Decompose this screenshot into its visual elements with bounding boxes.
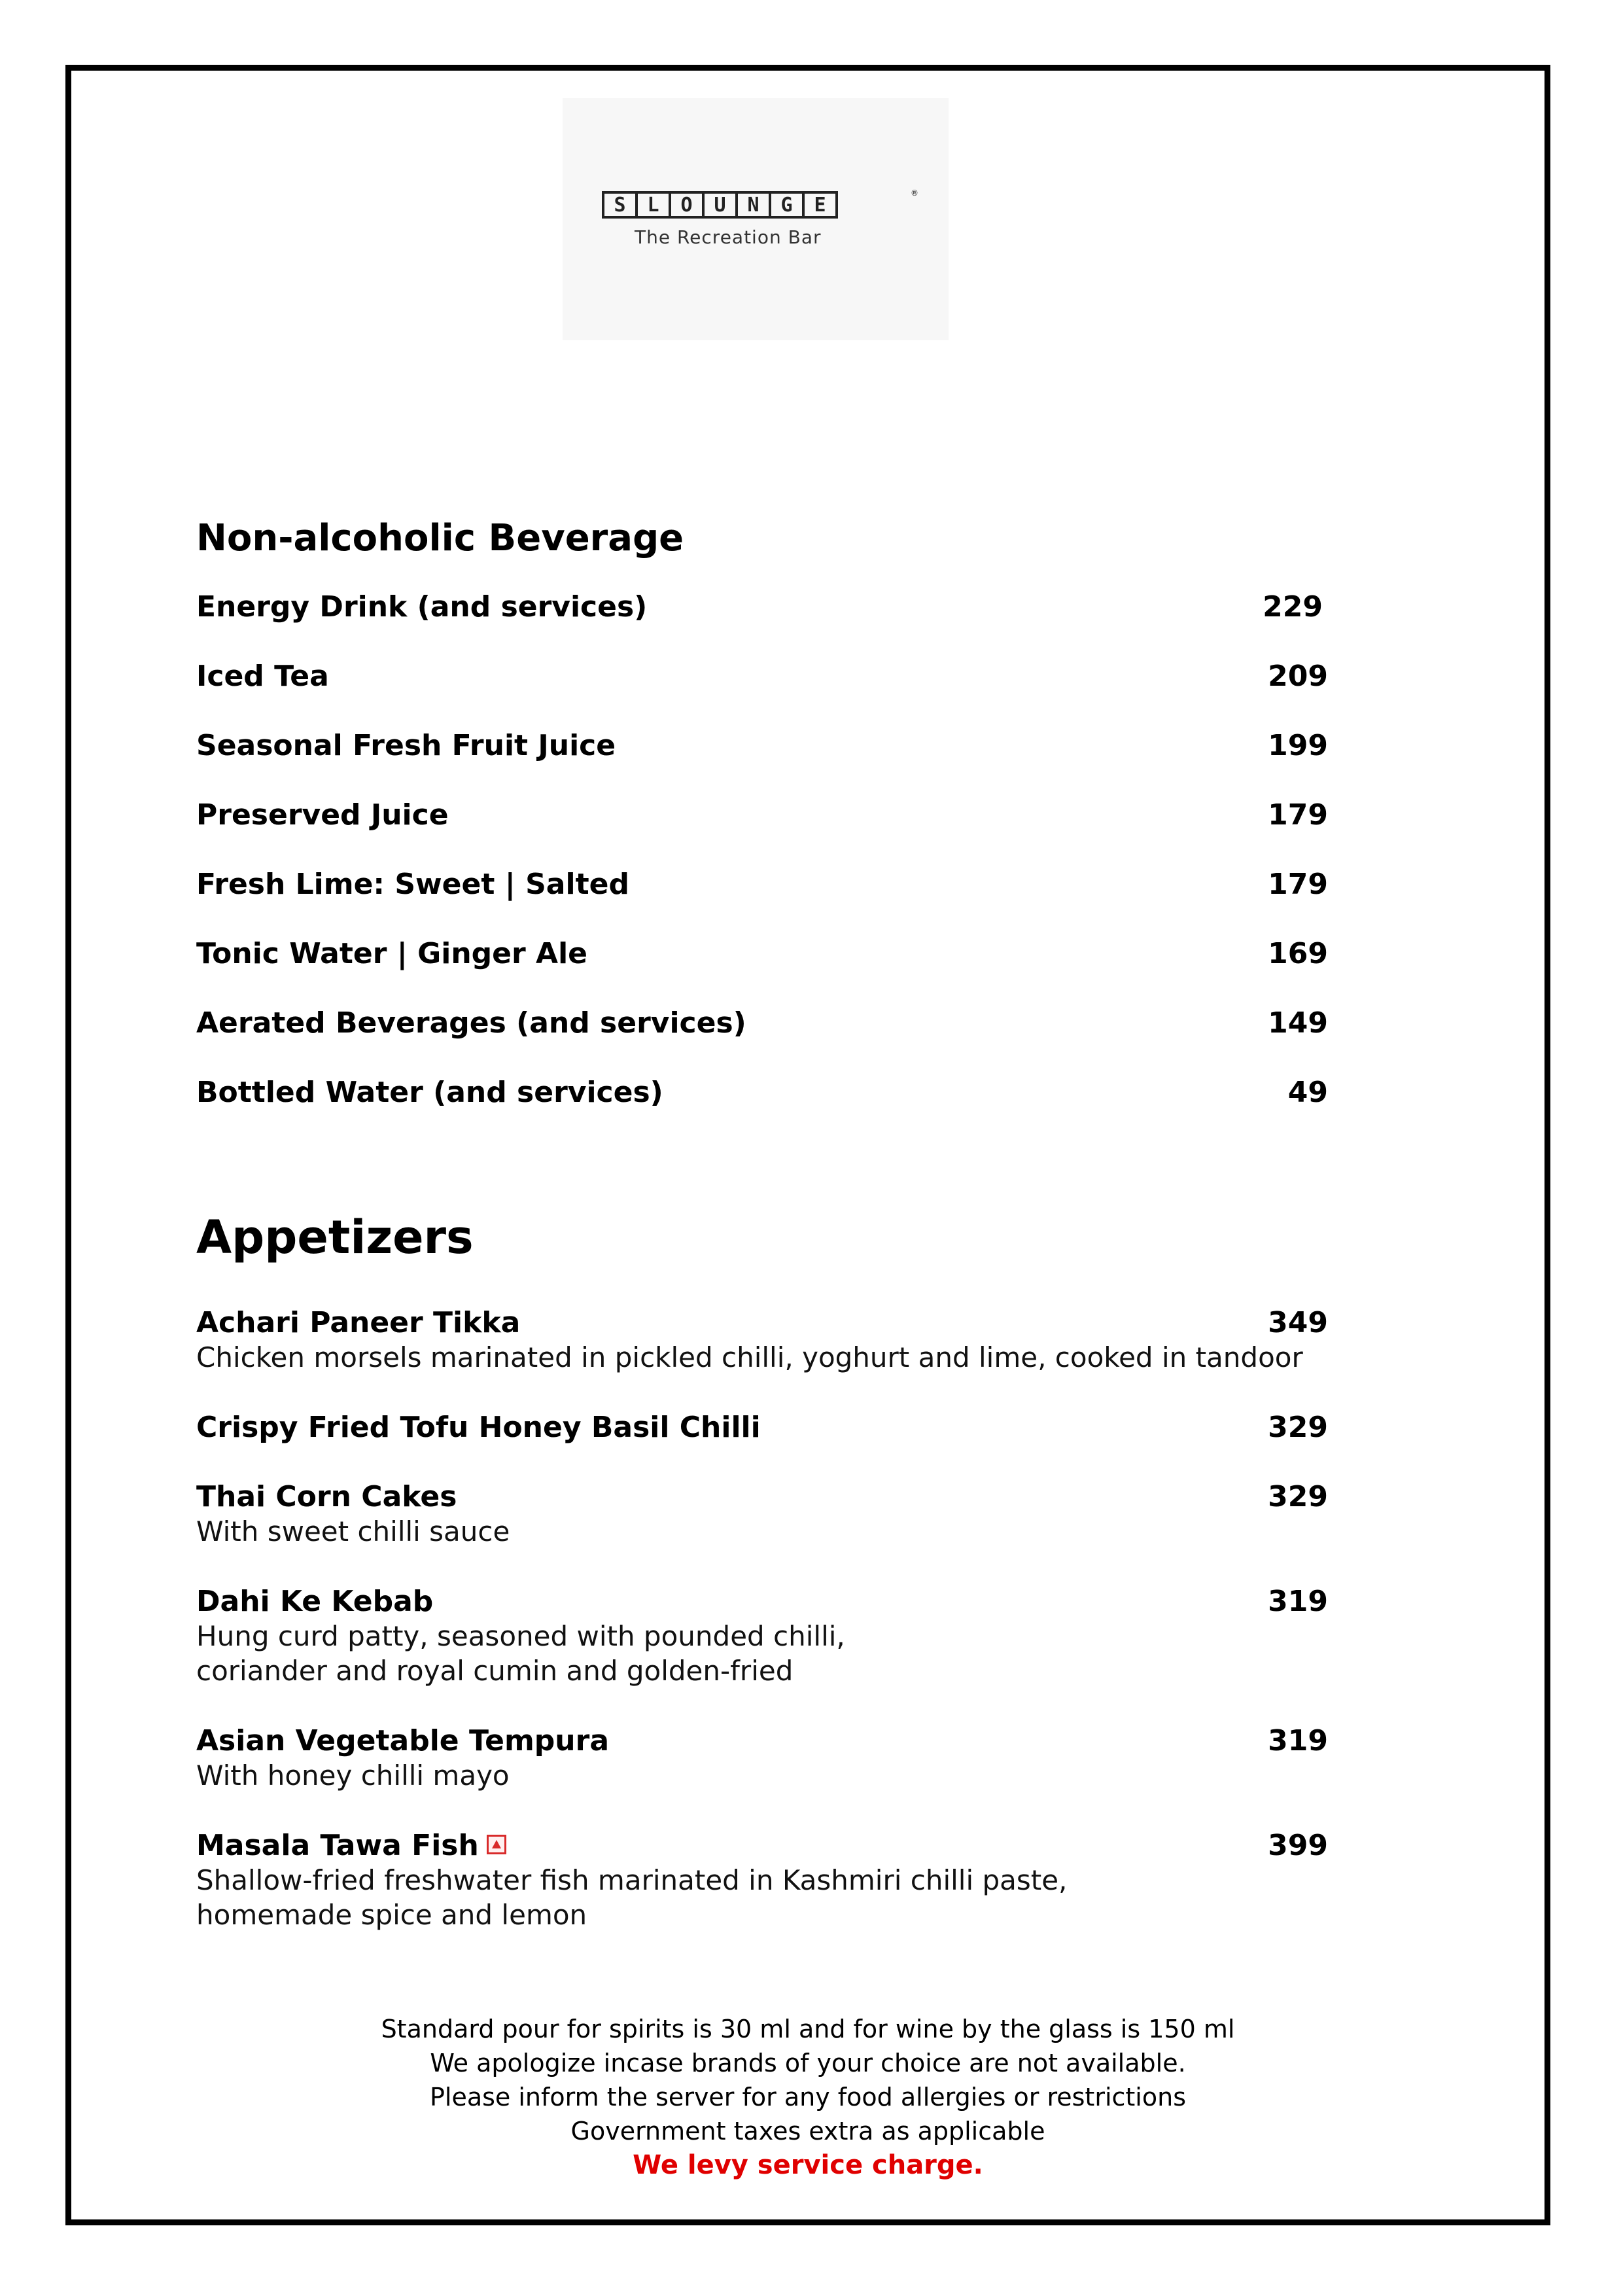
item-name: Seasonal Fresh Fruit Juice [196,729,616,762]
item-name: Tonic Water | Ginger Ale [196,937,587,970]
footer-line: We apologize incase brands of your choice are not available. [430,2049,1186,2077]
logo-tagline: The Recreation Bar [635,226,822,248]
footer-line: Standard pour for spirits is 30 ml and for wine by the glass is 150 ml [381,2015,1235,2043]
item-name: Energy Drink (and services) [196,590,648,624]
item-description: With honey chilli mayo [196,1759,510,1792]
logo-letter: G [769,191,805,219]
item-price: 319 [1268,1585,1328,1618]
menu-item [196,1076,1328,1115]
item-name [196,1829,506,1862]
logo-letter: S [602,191,638,219]
footer-line: Government taxes extra as applicable [570,2117,1045,2146]
logo [563,98,949,340]
service-charge-note: We levy service charge. [633,2150,983,2180]
menu-item [196,1306,1328,1373]
item-description: Hung curd patty, seasoned with pounded chilli, [196,1620,845,1652]
menu-item [196,660,1328,699]
item-price: 149 [1268,1006,1328,1040]
item-name: Dahi Ke Kebab [196,1585,434,1618]
logo-letter: O [669,191,705,219]
menu-item [196,937,1328,976]
menu-item [196,729,1328,768]
menu-item [196,868,1328,907]
registered-mark: ® [911,188,918,198]
menu-item [196,1585,1328,1687]
menu-item [196,798,1328,838]
item-description: With sweet chilli sauce [196,1515,510,1547]
item-price: 169 [1268,937,1328,970]
item-description: Chicken morsels marinated in pickled chilli, yoghurt and lime, cooked in tandoor [196,1341,1303,1373]
menu-item [196,590,1328,629]
item-name: Achari Paneer Tikka [196,1306,521,1339]
item-description: coriander and royal cumin and golden-fried [196,1655,794,1687]
item-price: 329 [1268,1411,1328,1444]
item-price: 329 [1268,1480,1328,1513]
beverage-section-title: Non-alcoholic Beverage [196,517,684,559]
menu-item [196,1829,1328,1931]
item-price: 399 [1268,1829,1328,1862]
item-price: 349 [1268,1306,1328,1339]
logo-letter: E [802,191,838,219]
spicy-icon [487,1835,506,1854]
item-price: 179 [1268,798,1328,832]
item-name: Bottled Water (and services) [196,1076,663,1109]
logo-letter: L [635,191,671,219]
item-name: Aerated Beverages (and services) [196,1006,746,1040]
item-price: 179 [1268,868,1328,901]
menu-item [196,1006,1328,1046]
menu-item [196,1480,1328,1547]
footer-line: Please inform the server for any food allergies or restrictions [429,2083,1186,2111]
appetizers-section-title: Appetizers [196,1210,474,1264]
footer-notes [65,2012,1550,2182]
logo-wordmark [602,191,835,219]
item-name-text: Masala Tawa Fish [196,1829,479,1862]
item-name: Thai Corn Cakes [196,1480,457,1513]
item-name: Asian Vegetable Tempura [196,1724,610,1757]
menu-item [196,1724,1328,1792]
item-price: 319 [1268,1724,1328,1757]
item-name: Fresh Lime: Sweet | Salted [196,868,629,901]
menu-item [196,1411,1328,1450]
item-name: Iced Tea [196,660,329,693]
item-name: Preserved Juice [196,798,449,832]
item-description: Shallow-fried freshwater fish marinated in Kashmiri chilli paste, [196,1864,1068,1896]
item-description: homemade spice and lemon [196,1899,587,1931]
item-price: 199 [1268,729,1328,762]
logo-letter: U [702,191,738,219]
item-name: Crispy Fried Tofu Honey Basil Chilli [196,1411,761,1444]
logo-letter: N [735,191,771,219]
item-price: 229 [1263,590,1323,624]
item-price: 49 [1287,1076,1328,1109]
item-price: 209 [1268,660,1328,693]
